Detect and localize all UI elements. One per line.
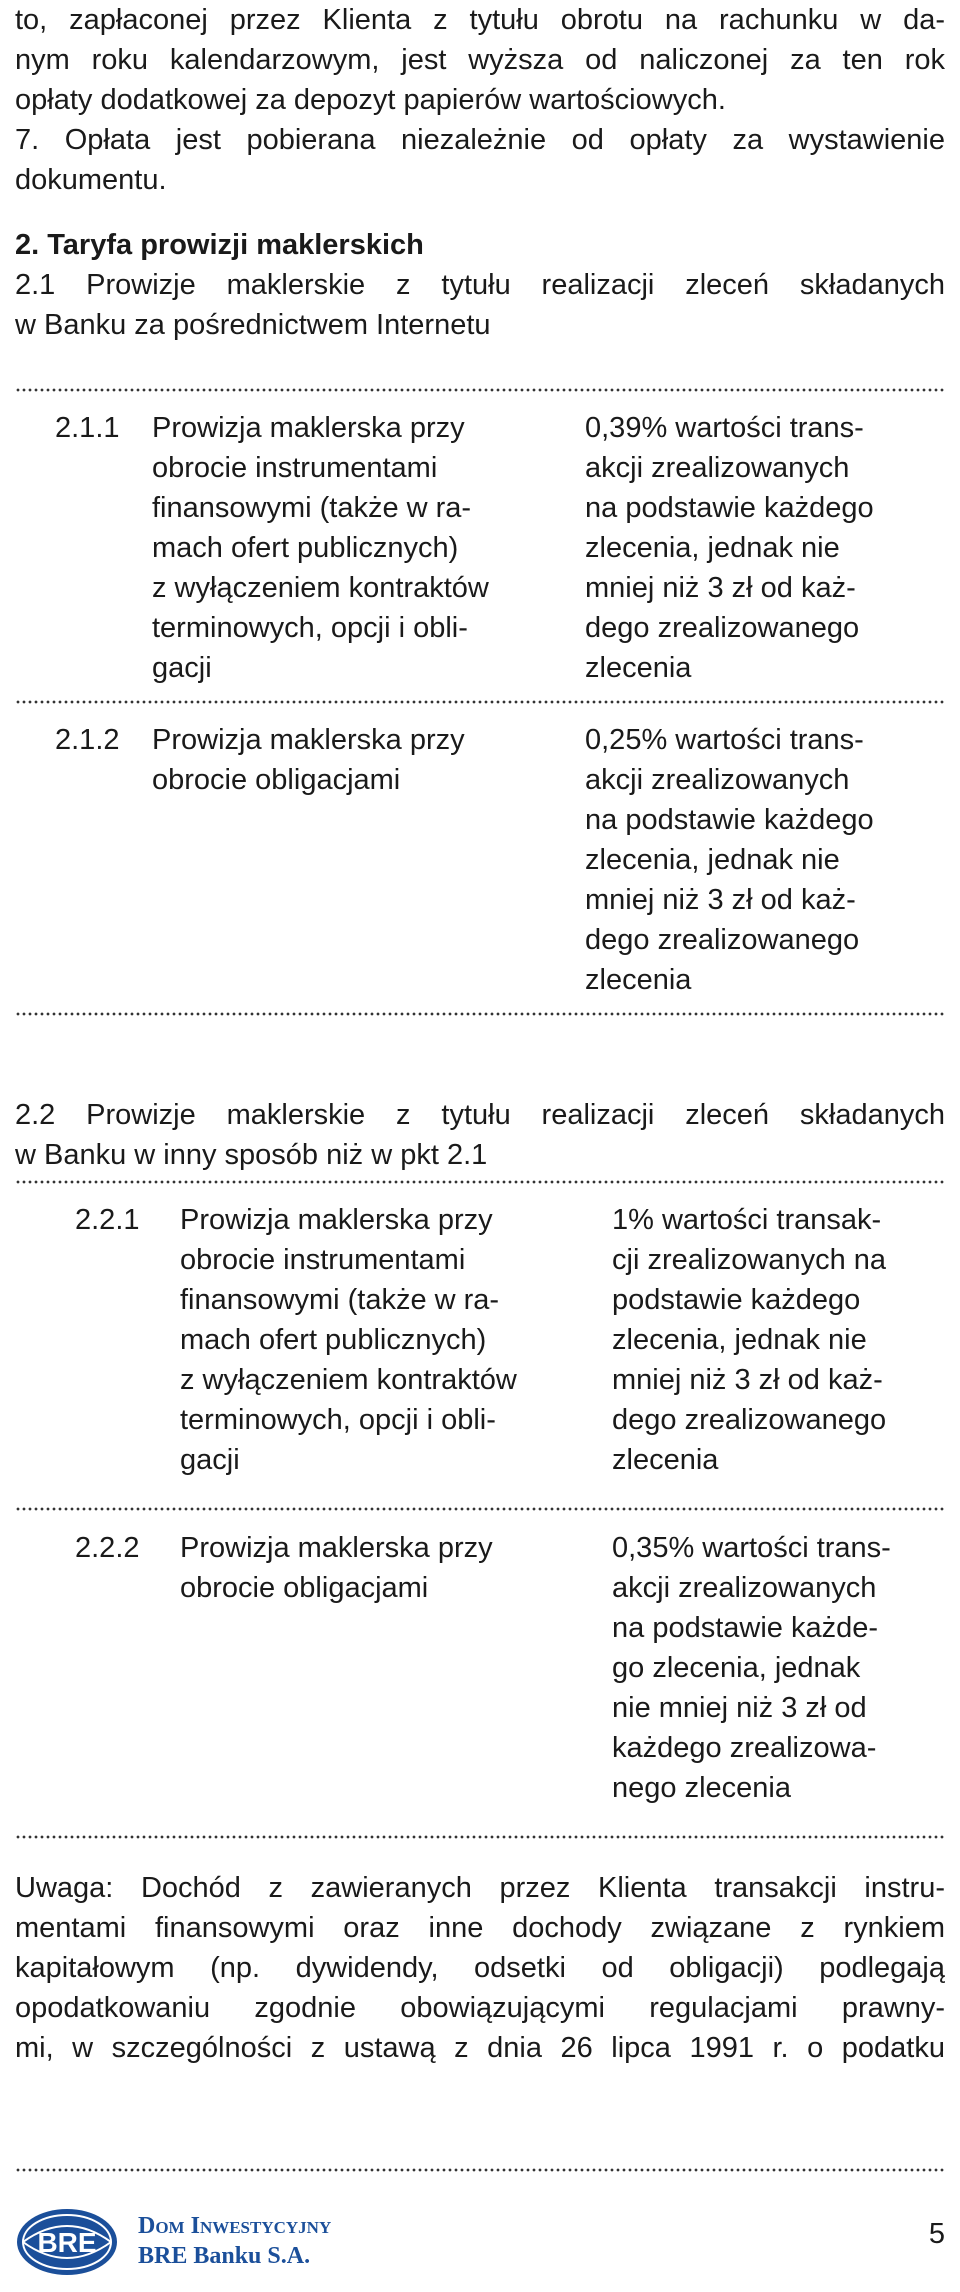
row-number: 2.1.2 [55,724,120,756]
row-number: 2.1.1 [55,412,120,444]
subsection-2-2-title-line: w Banku w inny sposób niż w pkt 2.1 [15,1139,488,1171]
row-number: 2.2.1 [75,1204,140,1236]
section-title: 2. Taryfa prowizji maklerskich [15,229,424,261]
note-line: mentami finansowymi oraz inne dochody związane z rynkiem [15,1912,945,1944]
dotted-divider [15,1835,945,1839]
desc-line: gacji [180,1444,240,1476]
fee-line: na podstawie każde- [612,1612,878,1644]
desc-line: obrocie obligacjami [180,1572,429,1604]
desc-line: terminowych, opcji i obli- [152,612,468,644]
dotted-divider [15,2168,945,2172]
dotted-divider [15,1507,945,1511]
row-fee [612,1200,886,1480]
section-2-heading [15,225,945,345]
row-fee [612,1528,891,1808]
fee-line: dego zrealizowanego [612,1404,887,1436]
desc-line: finansowymi (także w ra- [152,492,472,524]
text-line: dokumentu. [15,164,167,196]
note-paragraph [15,1868,945,2068]
fee-line: na podstawie każdego [585,804,874,836]
fee-line: dego zrealizowanego [585,924,860,956]
fee-line: zlecenia [585,652,692,684]
page-number: 5 [928,2218,945,2250]
row-description [180,1528,493,1608]
desc-line: Prowizja maklerska przy [180,1532,493,1564]
fee-line: akcji zrealizowanych [585,764,850,796]
logo-wordmark [138,2211,331,2271]
desc-line: mach ofert publicznych) [152,532,459,564]
fee-line: zlecenia, jednak nie [585,844,840,876]
subsection-2-1-title-line: 2.1 Prowizje maklerskie z tytułu realizacji zleceń składanych [15,269,945,301]
desc-line: terminowych, opcji i obli- [180,1404,496,1436]
desc-line: finansowymi (także w ra- [180,1284,500,1316]
row-number: 2.2.2 [75,1532,140,1564]
text-line: nym roku kalendarzowym, jest wyższa od naliczonej za ten rok [15,44,945,76]
desc-line: Prowizja maklerska przy [180,1204,493,1236]
bre-globe-icon [10,2205,125,2280]
text-line: 7. Opłata jest pobierana niezależnie od opłaty za wystawienie [15,124,945,156]
fee-line: go zlecenia, jednak [612,1652,861,1684]
logo-line: BRE Banku S.A. [138,2243,311,2269]
fee-line: akcji zrealizowanych [612,1572,877,1604]
fee-line: zlecenia, jednak nie [585,532,840,564]
subsection-2-1-title-line: w Banku za pośrednictwem Internetu [15,309,491,341]
desc-line: Prowizja maklerska przy [152,724,465,756]
dotted-divider [15,388,945,392]
desc-line: gacji [152,652,212,684]
logo-mark-text: BRE [37,2227,97,2258]
table-row [0,720,960,1010]
desc-line: obrocie obligacjami [152,764,401,796]
text-line: opłaty dodatkowej za depozyt papierów wartościowych. [15,84,726,116]
fee-line: nie mniej niż 3 zł od [612,1692,867,1724]
fee-line: mniej niż 3 zł od każ- [585,884,856,916]
table-row [0,1200,960,1490]
desc-line: z wyłączeniem kontraktów [180,1364,517,1396]
desc-line: mach ofert publicznych) [180,1324,487,1356]
row-description [152,720,465,800]
fee-line: na podstawie każdego [585,492,874,524]
desc-line: z wyłączeniem kontraktów [152,572,489,604]
text-line: to, zapłaconej przez Klienta z tytułu obrotu na rachunku w da- [15,4,945,36]
dotted-divider [15,1180,945,1184]
desc-line: Prowizja maklerska przy [152,412,465,444]
desc-line: obrocie instrumentami [180,1244,466,1276]
fee-line: 1% wartości transak- [612,1204,882,1236]
subsection-2-2-title-line: 2.2 Prowizje maklerskie z tytułu realizacji zleceń składanych [15,1099,945,1131]
fee-line: cji zrealizowanych na [612,1244,887,1276]
fee-line: zlecenia, jednak nie [612,1324,867,1356]
fee-line: 0,35% wartości trans- [612,1532,891,1564]
note-line: Uwaga: Dochód z zawieranych przez Klienta transakcji instru- [15,1872,945,1904]
row-fee [585,408,874,688]
fee-line: 0,39% wartości trans- [585,412,864,444]
row-description [180,1200,517,1480]
dotted-divider [15,1012,945,1016]
table-row [0,408,960,698]
note-line: kapitałowym (np. dywidendy, odsetki od obligacji) podlegają [15,1952,945,1984]
fee-line: 0,25% wartości trans- [585,724,864,756]
subsection-2-2-heading [15,1095,945,1175]
dotted-divider [15,700,945,704]
company-logo [10,2205,340,2280]
fee-line: podstawie każdego [612,1284,861,1316]
note-line: mi, w szczególności z ustawą z dnia 26 lipca 1991 r. o podatku [15,2032,945,2064]
fee-line: dego zrealizowanego [585,612,860,644]
note-line: opodatkowaniu zgodnie obowiązującymi regulacjami prawny- [15,1992,945,2024]
desc-line: obrocie instrumentami [152,452,438,484]
table-row [0,1528,960,1818]
fee-line: mniej niż 3 zł od każ- [612,1364,883,1396]
fee-line: każdego zrealizowa- [612,1732,877,1764]
row-fee [585,720,874,1000]
row-description [152,408,489,688]
fee-line: zlecenia [612,1444,719,1476]
fee-line: akcji zrealizowanych [585,452,850,484]
fee-line: zlecenia [585,964,692,996]
logo-line: Dom Inwestycyjny [138,2213,332,2239]
intro-text [15,0,945,200]
fee-line: mniej niż 3 zł od każ- [585,572,856,604]
fee-line: nego zlecenia [612,1772,791,1804]
